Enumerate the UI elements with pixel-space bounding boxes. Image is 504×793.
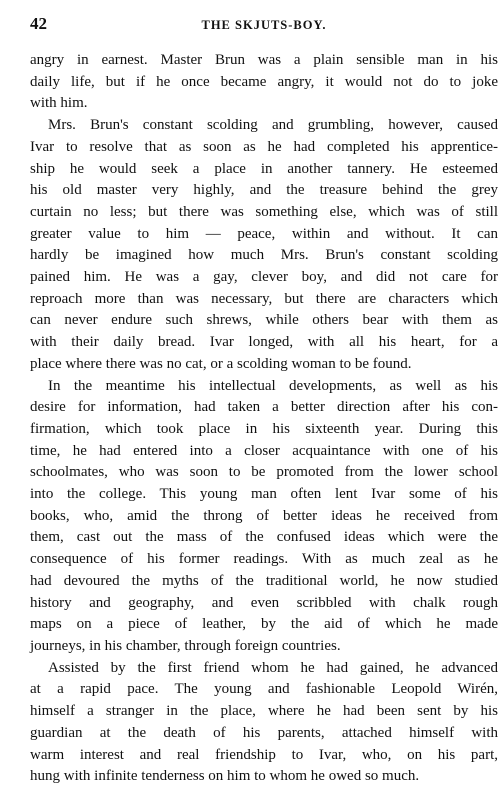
text-line: consequence of his former readings. With as much zeal as he bbox=[30, 551, 498, 568]
paragraph bbox=[30, 376, 498, 658]
text-line: with their daily bread. Ivar longed, with all his heart, for a bbox=[30, 334, 498, 351]
text-line: journeys, in his chamber, through foreign countries. bbox=[30, 637, 341, 654]
text-line: them, cast out the mass of the confused ideas which were the bbox=[30, 529, 498, 546]
text-line: had devoured the myths of the traditional world, he now studied bbox=[30, 572, 498, 589]
text-line: curtain no less; but there was something else, which was of still bbox=[30, 203, 498, 220]
text-line: hung with infinite tenderness on him to whom he owed so much. bbox=[30, 768, 420, 785]
text-line: Ivar to resolve that as soon as he had completed his apprentice- bbox=[30, 138, 498, 155]
text-line: history and geography, and even scribbled with chalk rough bbox=[30, 594, 498, 611]
page-number: 42 bbox=[30, 14, 47, 33]
text-line: guardian at the death of his parents, attached himself with bbox=[30, 724, 498, 741]
text-line: time, he had entered into a closer acquaintance with one of his bbox=[30, 442, 498, 459]
text-line: can never endure such shrews, while others bear with them as bbox=[30, 312, 498, 329]
text-line: into the college. This young man often lent Ivar some of his bbox=[30, 486, 498, 503]
text-line: at a rapid pace. The young and fashionable Leopold Wirén, bbox=[30, 681, 498, 698]
paragraph bbox=[30, 50, 498, 115]
page-header bbox=[30, 14, 498, 40]
text-line: daily life, but if he once became angry, it would not do to joke bbox=[30, 73, 498, 90]
text-line: greater value to him — peace, within and without. It can bbox=[30, 225, 498, 242]
text-line: with him. bbox=[30, 95, 88, 112]
book-page bbox=[30, 14, 498, 788]
text-line: himself a stranger in the place, where he had been sent by his bbox=[30, 703, 498, 720]
text-line: his old master very highly, and the treasure behind the grey bbox=[30, 182, 498, 199]
text-line: firmation, which took place in his sixteenth year. During this bbox=[30, 420, 498, 437]
text-line: reproach more than was necessary, but there are characters which bbox=[30, 290, 498, 307]
text-line: ship he would seek a place in another tannery. He esteemed bbox=[30, 160, 498, 177]
text-line: desire for information, had taken a better direction after his con- bbox=[30, 399, 498, 416]
text-line: warm interest and real friendship to Ivar, who, on his part, bbox=[30, 746, 498, 763]
text-line: In the meantime his intellectual developments, as well as his bbox=[48, 377, 498, 394]
text-line: hardly be imagined how much Mrs. Brun's constant scolding bbox=[30, 247, 498, 264]
text-line: books, who, amid the throng of better ideas he received from bbox=[30, 507, 498, 524]
text-line: maps on a piece of leather, by the aid of which he made bbox=[30, 616, 498, 633]
text-line: place where there was no cat, or a scolding woman to be found. bbox=[30, 355, 412, 372]
text-line: schoolmates, who was soon to be promoted from the lower school bbox=[30, 464, 498, 481]
paragraph bbox=[30, 115, 498, 375]
text-line: pained him. He was a gay, clever boy, and did not care for bbox=[30, 269, 498, 286]
text-line: Mrs. Brun's constant scolding and grumbling, however, caused bbox=[48, 117, 498, 134]
text-line: angry in earnest. Master Brun was a plain sensible man in his bbox=[30, 52, 498, 68]
paragraph bbox=[30, 658, 498, 788]
body-text bbox=[30, 50, 498, 788]
running-head: THE SKJUTS-BOY. bbox=[201, 18, 327, 32]
text-line: Assisted by the first friend whom he had gained, he advanced bbox=[48, 659, 498, 676]
